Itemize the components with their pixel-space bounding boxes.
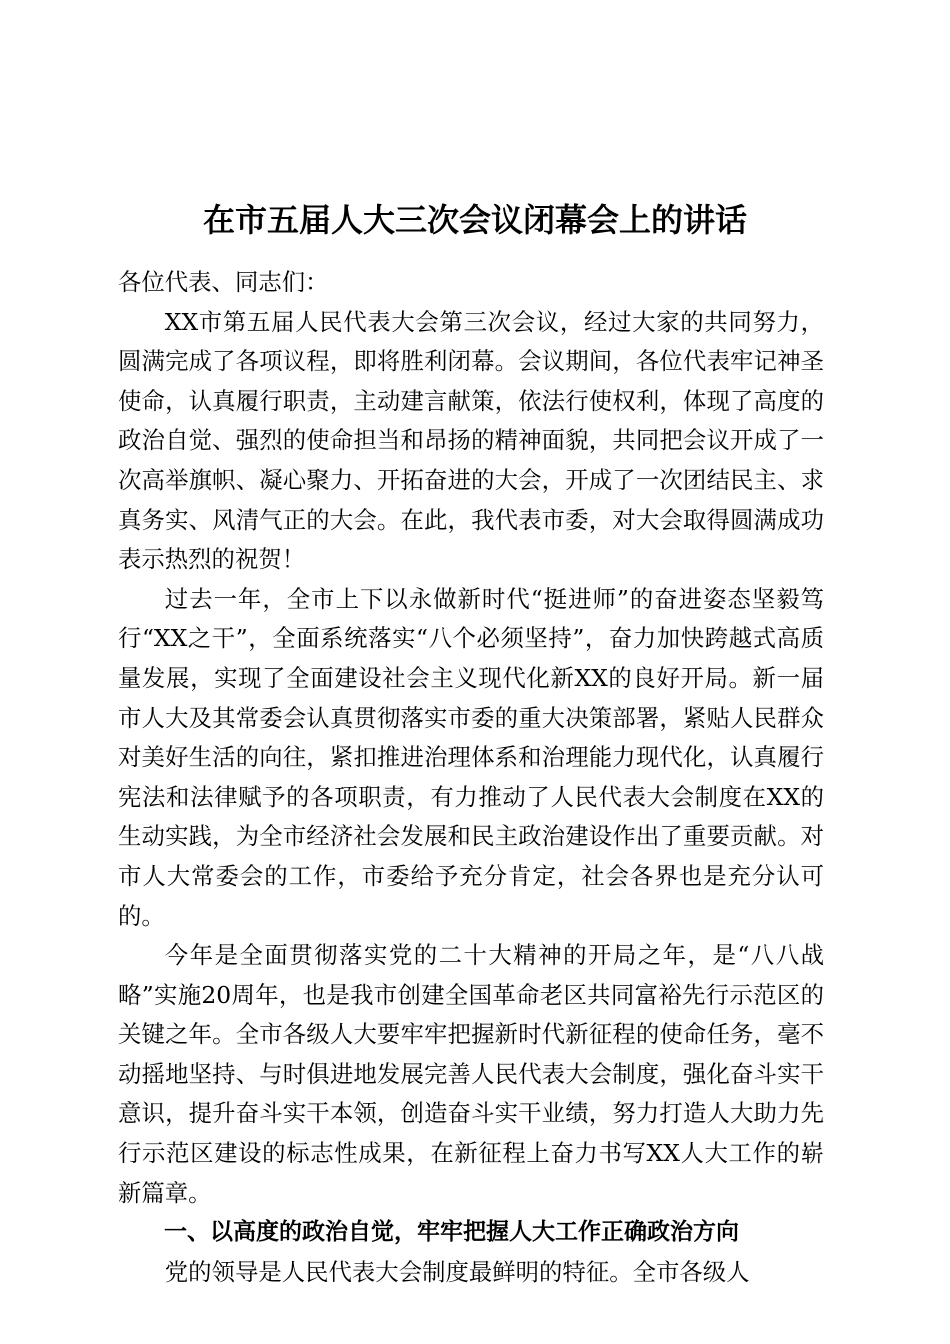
paragraph-this-year: 今年是全面贯彻落实党的二十大精神的开局之年，是“八八战略”实施20周年，也是我市创建全国革命老区共同富裕先行示范区的关键之年。全市各级人大要牢牢把握新时代新征程的使命任务，毫不动摇地坚持、与时俱进地发展完善人民代表大会制度，强化奋斗实干意识，提升奋斗实干本领，创造奋斗实干业绩，努力打造人大助力先行示范区建设的标志性成果，在新征程上奋力书写XX人大工作的崭新篇章。 — [118, 941, 824, 1207]
paragraph-past-year: 过去一年，全市上下以永做新时代“挺进师”的奋进姿态坚毅笃行“XX之干”，全面系统落实“八个必须坚持”，奋力加快跨越式高质量发展，实现了全面建设社会主义现代化新XX的良好开局。新一届市人大及其常委会认真贯彻落实市委的重大决策部署，紧贴人民群众对美好生活的向往，紧扣推进治理体系和治理能力现代化，认真履行宪法和法律赋予的各项职责，有力推动了人民代表大会制度在XX的生动实践，为全市经济社会发展和民主政治建设作出了重要贡献。对市人大常委会的工作，市委给予充分肯定，社会各界也是充分认可的。 — [118, 584, 824, 930]
salutation: 各位代表、同志们： — [118, 268, 329, 296]
section-heading-1: 一、以高度的政治自觉，牢牢把握人大工作正确政治方向 — [164, 1219, 739, 1246]
document-body — [118, 263, 824, 1292]
document-title: 在市五届人大三次会议闭幕会上的讲话 — [202, 201, 747, 239]
paragraph-opening: XX市第五届人民代表大会第三次会议，经过大家的共同努力，圆满完成了各项议程，即将胜利闭幕。会议期间，各位代表牢记神圣使命，认真履行职责，主动建言献策，依法行使权利，体现了高度的政治自觉、强烈的使命担当和昂扬的精神面貌，共同把会议开成了一次高举旗帜、凝心聚力、开拓奋进的大会，开成了一次团结民主、求真务实、风清气正的大会。在此，我代表市委，对大会取得圆满成功表示热烈的祝贺！ — [118, 307, 824, 574]
section-paragraph-1: 党的领导是人民代表大会制度最鲜明的特征。全市各级人 — [164, 1257, 750, 1286]
